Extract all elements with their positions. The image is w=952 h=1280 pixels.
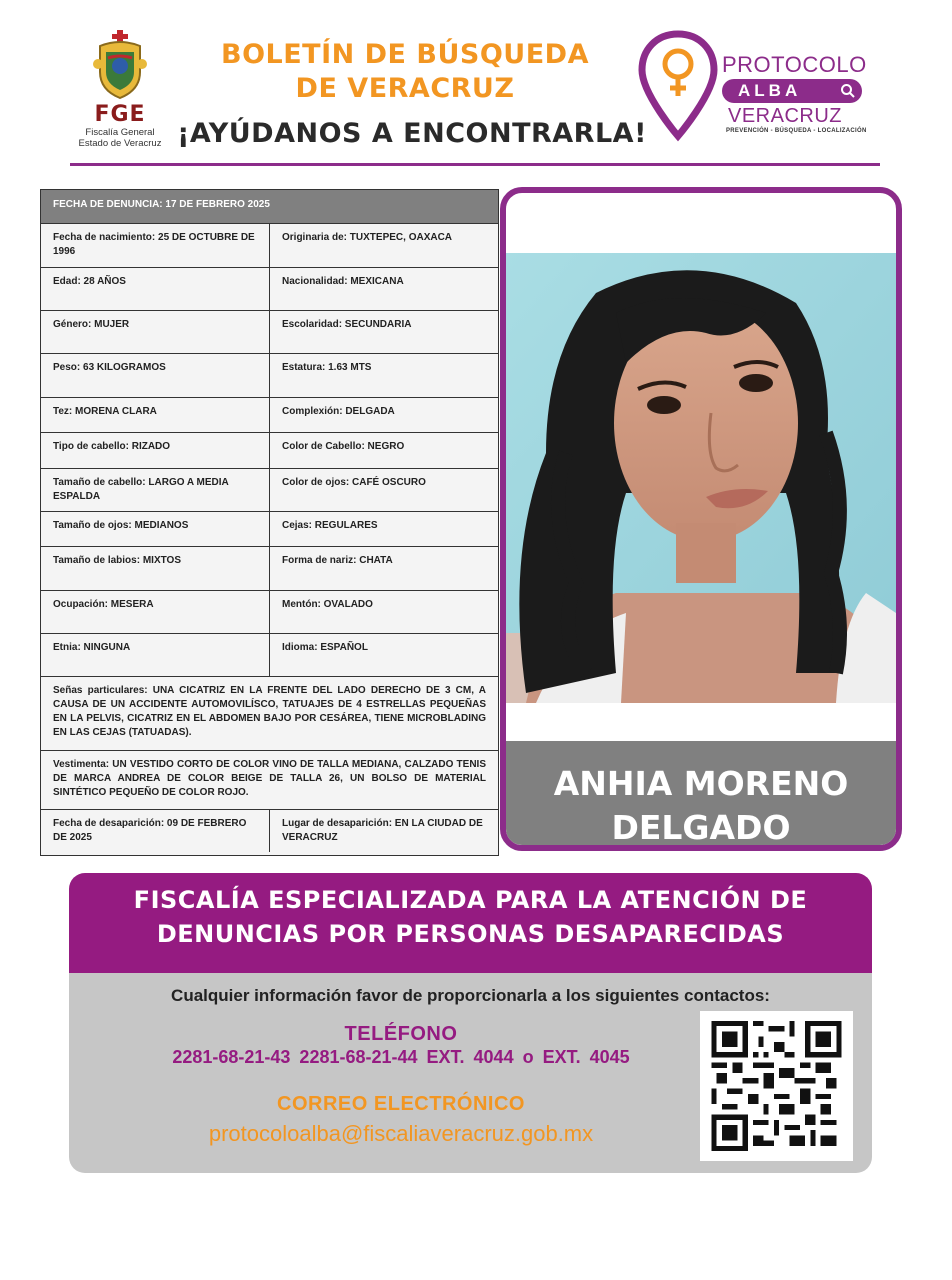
report-date: FECHA DE DENUNCIA: 17 DE FEBRERO 2025 [41, 190, 498, 224]
table-row [41, 268, 498, 311]
table-row [41, 224, 498, 268]
fge-name-line1: Fiscalía General [85, 127, 155, 138]
table-row [41, 810, 498, 852]
banner-line2: DENUNCIAS POR PERSONAS DESAPARECIDAS [156, 920, 785, 948]
disappearance-place: Lugar de desaparición: EN LA CIUDAD DE VERACRUZ [282, 818, 483, 843]
table-row [41, 433, 498, 469]
eyebrows: Cejas: REGULARES [282, 520, 378, 531]
weight: Peso: 63 KILOGRAMOS [41, 354, 270, 397]
distinguishing-marks: Señas particulares: UNA CICATRIZ EN LA FRENTE DEL LADO DERECHO DE 3 CM, A CAUSA DE UN ACCIDENTE AUTOMOVILÍSCO, TATUAJES DE 4 ESTRELLAS PEQUEÑAS EN LA PELVIS, CICATRIZ EN EL ABDOMEN BAJO POR CESÁREA, TIENE MICROBLADING EN LAS CEJAS (TATUADAS). [41, 677, 498, 751]
hair-length: Tamaño de cabello: LARGO A MEDIA ESPALDA [41, 469, 270, 511]
fge-shield-icon [90, 28, 150, 100]
alba-line3: VERACRUZ [728, 105, 843, 127]
height: Estatura: 1.63 MTS [282, 362, 372, 373]
table-row [41, 634, 498, 677]
table-row [41, 398, 498, 433]
table-row [41, 591, 498, 634]
hair-color: Color de Cabello: NEGRO [282, 441, 405, 452]
ethnicity: Etnia: NINGUNA [41, 634, 270, 676]
occupation: Ocupación: MESERA [41, 591, 270, 633]
bulletin-title-line2: DE VERACRUZ [295, 73, 515, 104]
email-link[interactable]: protocoloalba@fiscaliaveracruz.gob.mx [208, 1121, 594, 1146]
bulletin-title-line1: BOLETÍN DE BÚSQUEDA [221, 39, 589, 70]
prosecutor-banner [69, 873, 872, 973]
alba-pill [722, 79, 862, 103]
banner-line1: FISCALÍA ESPECIALIZADA PARA LA ATENCIÓN DE [133, 886, 808, 914]
birth-date: Fecha de nacimiento: 25 DE OCTUBRE DE 1996 [41, 224, 270, 267]
gender: Género: MUJER [41, 311, 270, 353]
alba-line2: ALBA [738, 81, 802, 100]
eye-size: Tamaño de ojos: MEDIANOS [41, 512, 270, 546]
fge-name-line2: Estado de Veracruz [78, 138, 162, 149]
education: Escolaridad: SECUNDARIA [282, 319, 412, 330]
missing-person-name [506, 762, 896, 850]
table-row [41, 311, 498, 354]
complexion-tone: Tez: MORENA CLARA [41, 398, 270, 432]
name-line2: DELGADO [611, 808, 791, 847]
fge-abbr: FGE [94, 102, 146, 127]
alba-pin-icon [638, 30, 718, 142]
nationality: Nacionalidad: MEXICANA [282, 276, 404, 287]
lip-size: Tamaño de labios: MIXTOS [41, 547, 270, 590]
hair-type: Tipo de cabello: RIZADO [41, 433, 270, 468]
clothing: Vestimenta: UN VESTIDO CORTO DE COLOR VINO DE TALLA MEDIANA, CALZADO TENIS DE MARCA ANDREA DE COLOR BEIGE DE TALLA 26, UN BOLSO DE MATERIAL SINTÉTICO PEQUEÑO DE COLOR ROJO. [41, 751, 498, 810]
contact-section [69, 973, 872, 1173]
protocolo-alba-logo [638, 30, 878, 142]
table-row [41, 469, 498, 512]
phone-label: TELÉFONO [344, 1023, 458, 1045]
alba-line1: PROTOCOLO [722, 52, 867, 77]
chin: Mentón: OVALADO [282, 599, 373, 610]
phone-numbers[interactable]: 2281-68-21-43 2281-68-21-44 EXT. 4044 o EXT. 4045 [172, 1047, 630, 1067]
build: Complexión: DELGADA [282, 406, 395, 417]
fge-logo [70, 28, 170, 152]
table-row [41, 354, 498, 398]
eye-color: Color de ojos: CAFÉ OSCURO [282, 477, 426, 488]
contact-intro: Cualquier información favor de proporcionarla a los siguientes contactos: [171, 986, 770, 1005]
age: Edad: 28 AÑOS [41, 268, 270, 310]
missing-person-photo [506, 253, 896, 703]
table-row [41, 547, 498, 591]
email-label: CORREO ELECTRÓNICO [277, 1093, 525, 1115]
name-line1: ANHIA MORENO [553, 764, 849, 803]
qr-code[interactable] [700, 1011, 853, 1161]
person-data-table [40, 189, 499, 856]
language: Idioma: ESPAÑOL [282, 642, 368, 653]
qr-code-icon [710, 1021, 843, 1151]
photo-card [500, 187, 902, 851]
bulletin-title [200, 38, 610, 106]
origin: Originaria de: TUXTEPEC, OAXACA [282, 232, 453, 243]
magnifier-icon [840, 83, 856, 99]
help-subtitle: ¡AYÚDANOS A ENCONTRARLA! [177, 118, 647, 149]
table-row [41, 512, 498, 547]
nose-shape: Forma de nariz: CHATA [282, 555, 393, 566]
alba-tagline: PREVENCIÓN - BÚSQUEDA - LOCALIZACIÓN [726, 128, 867, 134]
banner-text [69, 883, 872, 951]
header-divider [70, 163, 880, 166]
disappearance-date: Fecha de desaparición: 09 DE FEBRERO DE 2025 [41, 810, 270, 852]
